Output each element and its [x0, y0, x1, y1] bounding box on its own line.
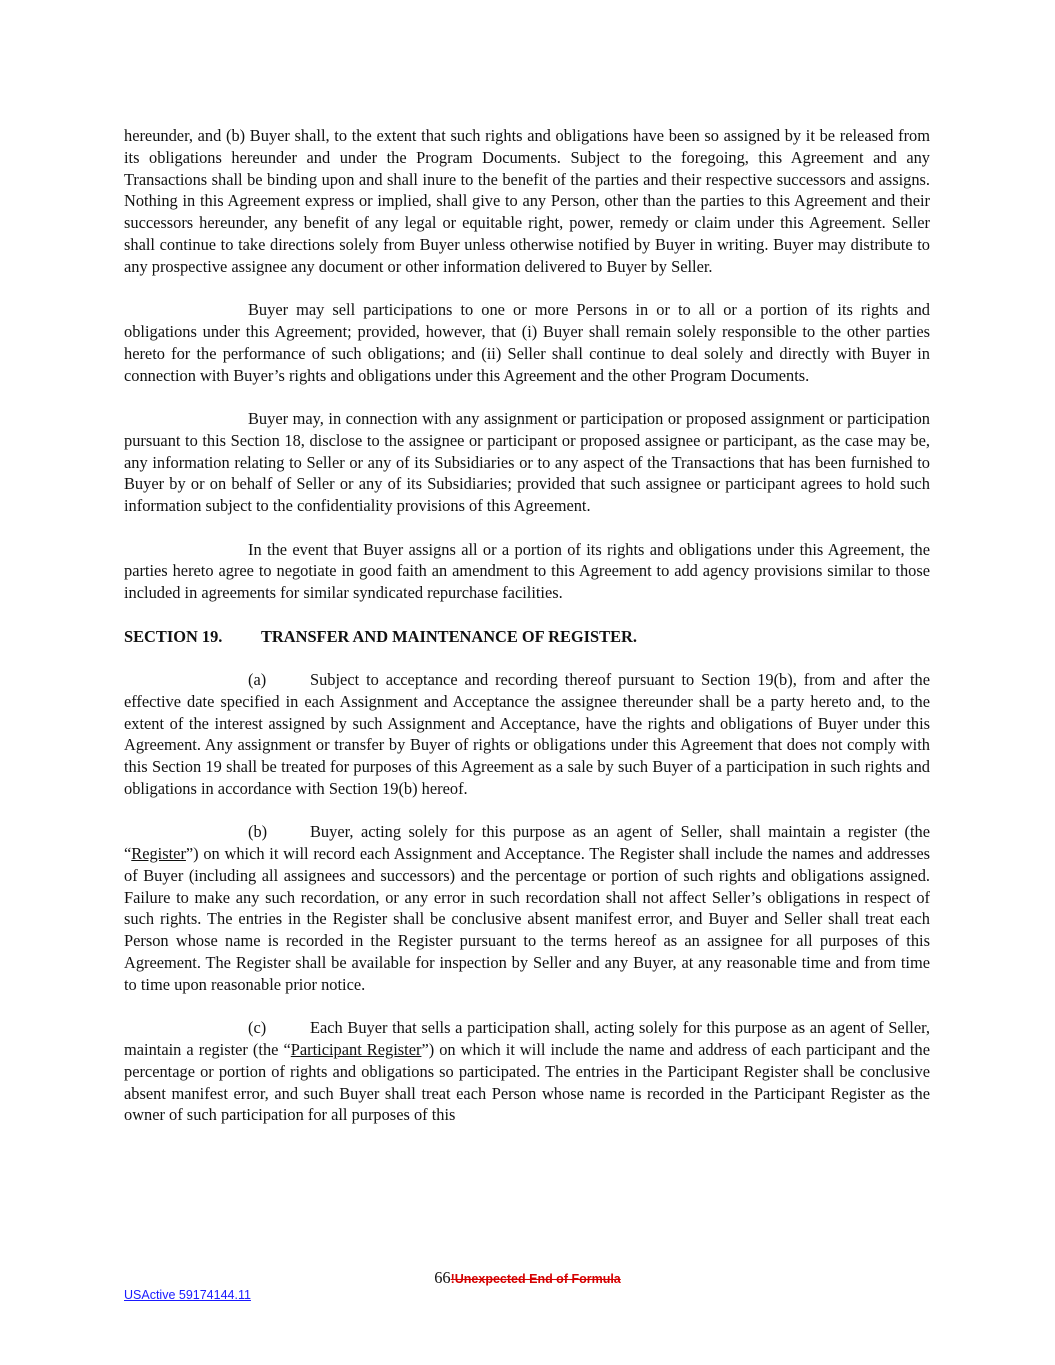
formula-error-text: !Unexpected End of Formula	[450, 1272, 621, 1286]
defined-term-participant-register: Participant Register	[290, 1040, 422, 1060]
document-id-link[interactable]: USActive 59174144.11	[124, 1288, 251, 1302]
subsection-c-label: (c)	[248, 1018, 267, 1038]
subsection-b	[124, 821, 930, 995]
subsection-b-label: (b)	[248, 822, 268, 842]
paragraph-participations: Buyer may sell participations to one or more Persons in or to all or a portion of its rights and obligations under this Agreement; provided, however, that (i) Buyer shall remain solely responsible to the other parties hereto for the performance of such obligations; and (ii) Seller shall continue to deal solely and directly with Buyer in connection with Buyer’s rights and obligations under this Agreement and the other Program Documents.	[124, 300, 930, 385]
page-number: 66	[434, 1268, 451, 1287]
paragraph-agency-amendment: In the event that Buyer assigns all or a portion of its rights and obligations under this Agreement, the parties hereto agree to negotiate in good faith an amendment to this Agreement to add agency provisions similar to those included in agreements for similar syndicated repurchase facilities.	[124, 539, 930, 603]
subsection-b-text-post: ”) on which it will record each Assignment and Acceptance. The Register shall include the names and addresses of Buyer (including all assignees and successors) and the percentage or portion of such rights and obligations assigned. Failure to make any such recordation, or any error in such recordation shall not affect Seller’s obligations in respect of such rights. The entries in the Register shall be conclusive absent manifest error, and Buyer and Seller shall treat each Person whose name is recorded in the Register pursuant to the terms hereof as an assignee for all purposes of this Agreement. The Register shall be available for inspection by Seller and any Buyer, at any reasonable time and from time to time upon reasonable prior notice.	[124, 844, 930, 994]
subsection-a	[124, 669, 930, 800]
subsection-c-text-post: ”) on which it will include the name and address of each participant and the percentage or portion of rights and obligations so participated. The entries in the Participant Register shall be conclusive absent manifest error, and such Buyer shall treat each Person whose name is recorded in the Participant Register as the owner of such participation for all purposes of this	[124, 1040, 930, 1125]
subsection-b-text-pre: Buyer, acting solely for this purpose as an agent of Seller, shall maintain a register (the “	[124, 822, 930, 864]
section-number: SECTION 19.	[124, 626, 223, 646]
subsection-a-label: (a)	[248, 669, 267, 689]
section-heading	[124, 626, 930, 648]
paragraph-disclosure: Buyer may, in connection with any assignment or participation or proposed assignment or participation pursuant to this Section 18, disclose to the assignee or participant or proposed assignee or participant, as the case may be, any information relating to Seller or any of its Subsidiaries or to any aspect of the Transactions that has been furnished to Buyer by or on behalf of Seller or any of its Subsidiaries; provided that such assignee or participant agrees to hold such information subject to the confidentiality provisions of this Agreement.	[124, 408, 930, 516]
subsection-c	[124, 1017, 930, 1126]
defined-term-register: Register	[131, 844, 186, 864]
subsection-c-text-pre: Each Buyer that sells a participation shall, acting solely for this purpose as an agent of Seller, maintain a register (the “	[124, 1018, 930, 1060]
paragraph-assignment-continuation: hereunder, and (b) Buyer shall, to the extent that such rights and obligations have been so assigned by it be released from its obligations hereunder and under the Program Documents. Subject to the foregoing, this Agreement and any Transactions shall be binding upon and shall inure to the benefit of the parties and their respective successors and assigns. Nothing in this Agreement express or implied, shall give to any Person, other than the parties to this Agreement and their successors hereunder, any benefit of any legal or equitable right, power, remedy or claim under this Agreement. Seller shall continue to take directions solely from Buyer unless otherwise notified by Buyer in writing. Buyer may distribute to any prospective assignee any document or other information delivered to Buyer by Seller.	[124, 126, 930, 276]
document-page	[124, 125, 930, 1126]
subsection-a-text: Subject to acceptance and recording thereof pursuant to Section 19(b), from and after the effective date specified in each Assignment and Acceptance the assignee thereunder shall be a party hereto and, to the extent of the interest assigned by such Assignment and Acceptance, have the rights and obligations of Buyer under this Agreement. Any assignment or transfer by Buyer of rights or obligations under this Agreement that does not comply with this Section 19 shall be treated for purposes of this Agreement as a sale by such Buyer of a participation in such rights and obligations in accordance with Section 19(b) hereof.	[124, 669, 930, 798]
section-title: TRANSFER AND MAINTENANCE OF REGISTER.	[261, 626, 637, 646]
page-footer	[0, 1268, 1055, 1288]
